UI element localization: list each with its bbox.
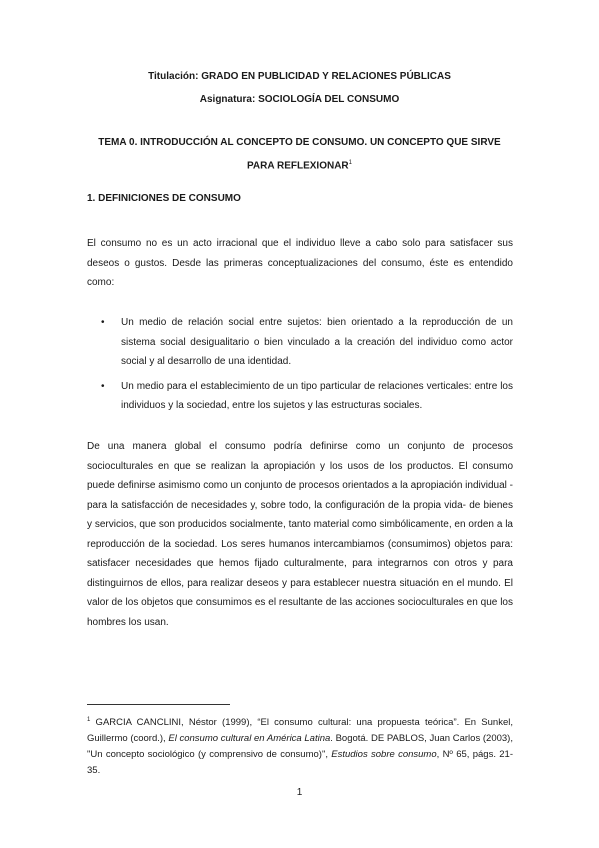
list-item-text: Un medio de relación social entre sujetos: bien orientado a la reproducción de un sistema social desigualitario o bien vinculado a la creación del individuo como actor social y al desarrollo de una identidad.: [121, 317, 513, 367]
bullet-icon: •: [101, 380, 105, 392]
header-titulacion: Titulación: GRADO EN PUBLICIDAD Y RELACIONES PÚBLICAS: [148, 71, 451, 82]
main-paragraph: De una manera global el consumo podría definirse como un conjunto de procesos socioculturales en que se realizan la apropiación y los usos de los productos. El consumo puede definirse asimismo como un conjunto de procesos orientados a la apropiación individual -para la satisfacción de necesidades y, sobre todo, la configuración de la propia vida- de bienes y servicios, que son producidos socialmente, tanto material como simbólicamente, en orden a la reproducción de la sociedad. Los seres humanos intercambiamos (consumimos) objetos para: satisfacer necesidades que hemos fijado culturalmente, para integrarnos con otros y para distinguirnos de ellos, para realizar deseos y para establecer nuestra situación en el mundo. El valor de los objetos que consumimos es el resultante de las acciones socioculturales en que los hombres los usan.: [87, 441, 513, 628]
footnote-journal-title: Estudios sobre consumo: [331, 748, 437, 760]
intro-paragraph: El consumo no es un acto irracional que el individuo lleve a cabo solo para satisfacer sus deseos o gustos. Desde las primeras conceptualizaciones del consumo, éste es entendido como:: [87, 238, 513, 288]
footnote-book-title: El consumo cultural en América Latina: [168, 732, 331, 744]
footnote-text-3: , Nº 65, págs. 21-35.: [87, 748, 513, 776]
footnote: [87, 713, 513, 778]
header-asignatura: Asignatura: SOCIOLOGÍA DEL CONSUMO: [199, 94, 400, 105]
footnote-text-2: . Bogotá. DE PABLOS, Juan Carlos (2003), "Un concepto sociológico (y comprensivo de consumo)",: [87, 732, 513, 760]
list-item: [101, 313, 513, 372]
page-number: 1: [296, 787, 303, 798]
tema-footnote-mark[interactable]: 1: [348, 160, 352, 166]
list-item-text: Un medio para el establecimiento de un tipo particular de relaciones verticales: entre los individuos y la sociedad, entre los sujetos y las estructuras sociales.: [121, 380, 513, 411]
definition-list: [101, 313, 513, 421]
bullet-icon: •: [101, 317, 105, 328]
footnote-mark: 1: [87, 717, 91, 723]
footnote-divider: [87, 704, 230, 705]
section-heading: 1. DEFINICIONES DE CONSUMO: [87, 193, 241, 204]
tema-title: [88, 133, 511, 176]
footnote-text-1: GARCIA CANCLINI, Néstor (1999), “El consumo cultural: una propuesta teórica”. En Sunkel, Guillermo (coord.),: [87, 717, 513, 744]
list-item: [101, 377, 513, 416]
tema-title-text: TEMA 0. INTRODUCCIÓN AL CONCEPTO DE CONSUMO. UN CONCEPTO QUE SIRVE PARA REFLEXIONAR: [98, 137, 501, 172]
